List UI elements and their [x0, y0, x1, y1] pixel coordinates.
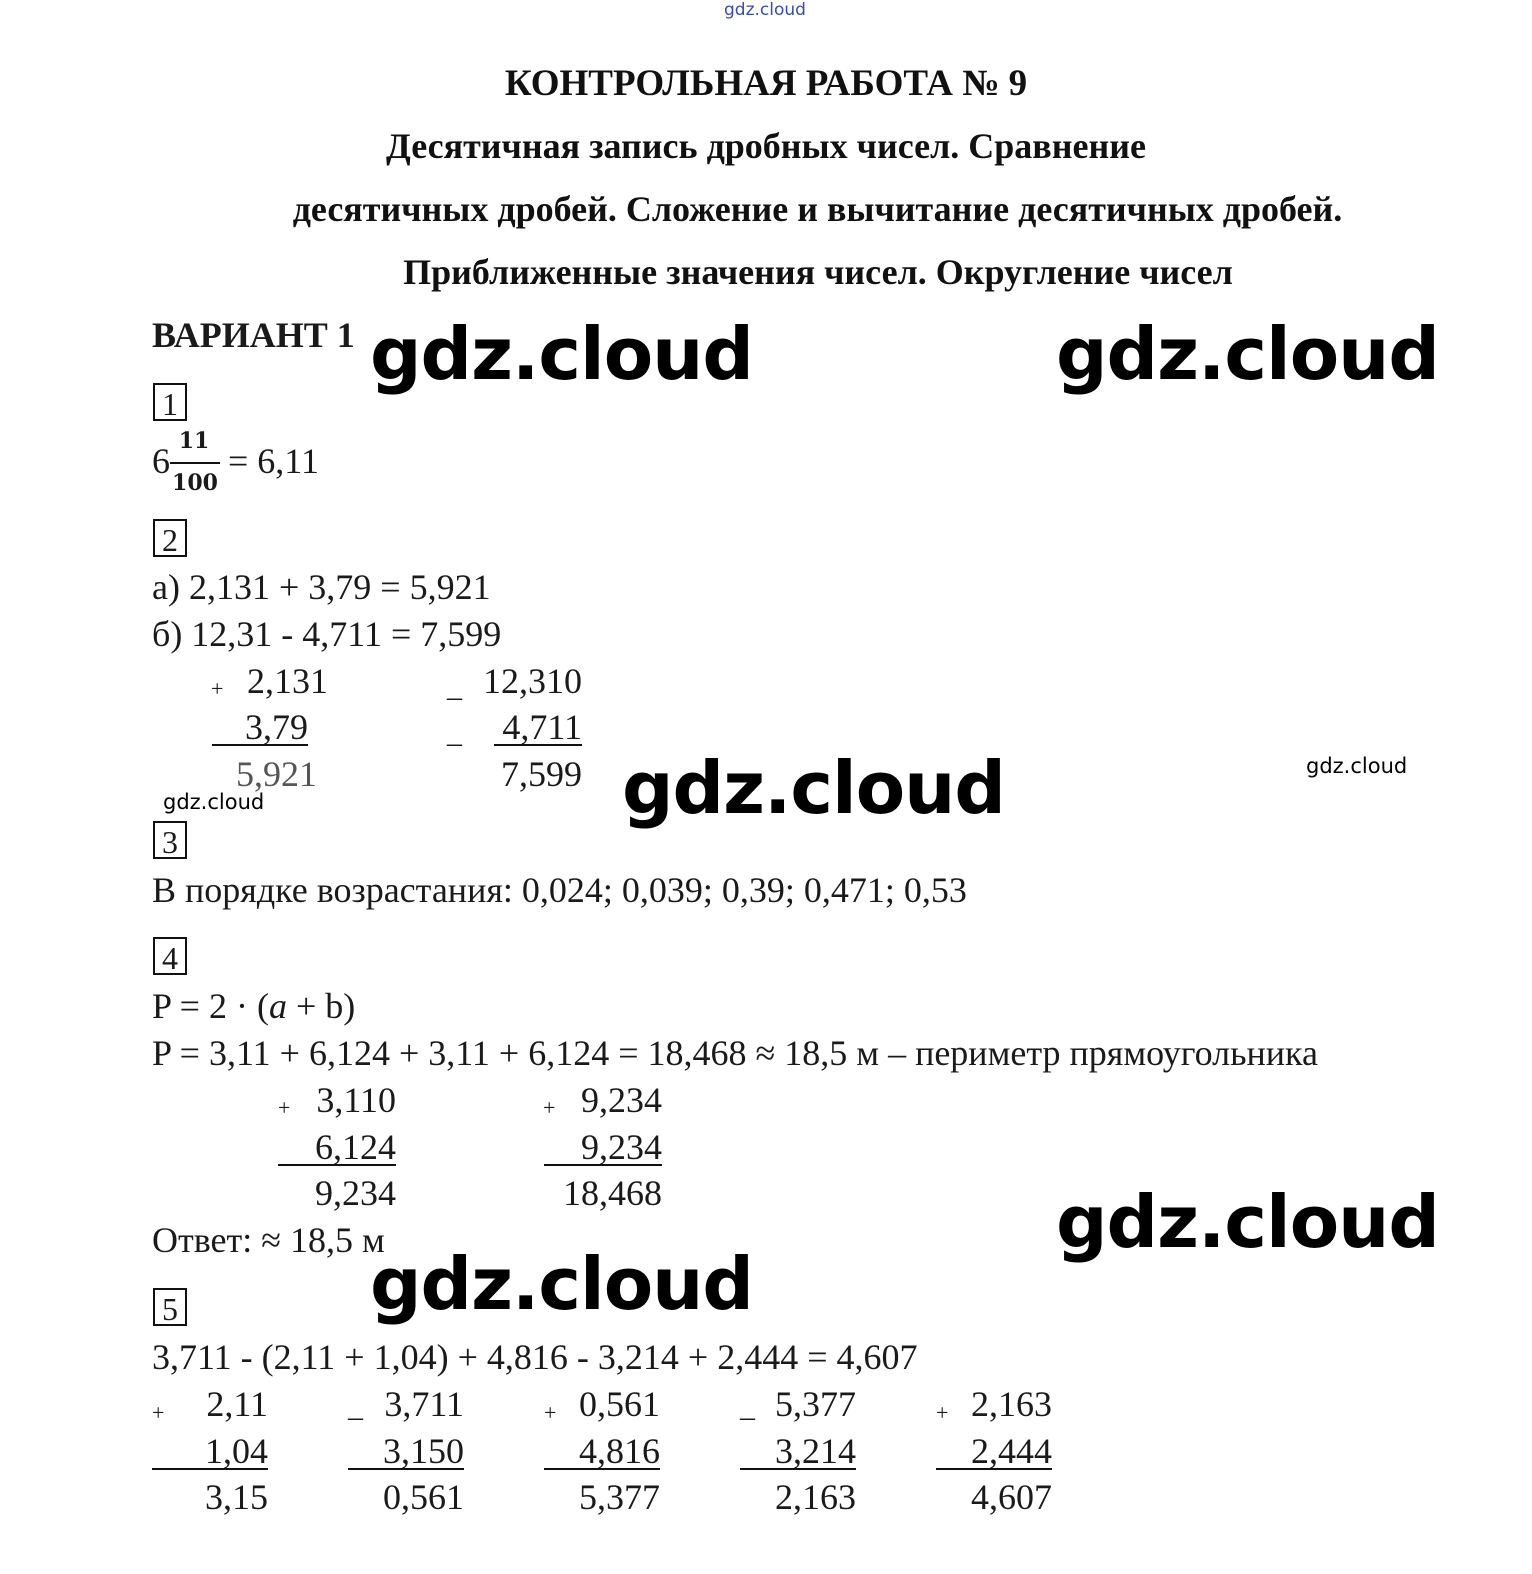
- task-3-number: 3: [153, 821, 187, 859]
- task-5-col-3-line: [544, 1468, 660, 1470]
- task-5-col-2-bottom: 3,150: [383, 1431, 464, 1471]
- task-1-denominator: 100: [172, 470, 218, 496]
- task-5-col-2-op: _: [348, 1390, 363, 1423]
- task-2-col-2-op-2: _: [447, 716, 462, 749]
- page-title: КОНТРОЛЬНАЯ РАБОТА № 9: [504, 63, 1028, 104]
- task-2-col-2-line: [494, 744, 582, 746]
- task-1-result: = 6,11: [228, 441, 319, 481]
- watermark-big-3: gdz.cloud: [622, 746, 1005, 830]
- task-5-col-1-top: 2,11: [206, 1384, 268, 1424]
- task-2-line-b: б) 12,31 - 4,711 = 7,599: [152, 614, 502, 654]
- subtitle-line-2: десятичных дробей. Сложение и вычитание десятичных дробей.: [292, 189, 1343, 229]
- task-5-col-5-line: [936, 1468, 1052, 1470]
- watermark-big-4: gdz.cloud: [1056, 1180, 1439, 1264]
- task-4-line-2: P = 3,11 + 6,124 + 3,11 + 6,124 = 18,468 ≈ 18,5 м – периметр прямоугольника: [152, 1033, 1318, 1073]
- watermark-big-1: gdz.cloud: [370, 312, 753, 396]
- task-2-line-a: а) 2,131 + 3,79 = 5,921: [152, 567, 491, 607]
- task-5-col-4-top: 5,377: [775, 1384, 856, 1424]
- task-1-whole: 6: [152, 441, 170, 481]
- task-2-col-1-bottom: 3,79: [245, 707, 308, 747]
- task-5-col-2-result: 0,561: [383, 1477, 464, 1517]
- task-4-col-2-top: 9,234: [581, 1080, 662, 1120]
- task-5-col-2-line: [348, 1468, 464, 1470]
- task-5-number: 5: [153, 1288, 187, 1326]
- task-4-col-1-op: +: [278, 1095, 291, 1120]
- task-2-col-1-op: +: [211, 676, 224, 701]
- task-2-col-2-result: 7,599: [501, 754, 582, 794]
- task-2-col-2-bottom: 4,711: [502, 707, 582, 747]
- task-2-number: 2: [153, 519, 187, 557]
- task-4-formula: [152, 985, 355, 1027]
- task-5-col-5-top: 2,163: [971, 1384, 1052, 1424]
- task-4-col-1-line: [278, 1164, 396, 1166]
- task-5-col-2-top: 3,711: [384, 1384, 464, 1424]
- task-1-numerator: 11: [178, 428, 210, 454]
- task-5-col-3-result: 5,377: [579, 1477, 660, 1517]
- task-2-col-1-line: [212, 744, 308, 746]
- task-5-col-1-result: 3,15: [205, 1477, 268, 1517]
- task-1-fraction-bar: [170, 462, 220, 464]
- task-5-col-4-bottom: 3,214: [775, 1431, 856, 1471]
- task-4-formula-a: a: [268, 986, 287, 1026]
- task-4-col-2-bottom: 9,234: [581, 1127, 662, 1167]
- task-4-col-1-result: 9,234: [315, 1173, 396, 1213]
- task-4-col-1-bottom: 6,124: [315, 1127, 396, 1167]
- subtitle-line-1: Десятичная запись дробных чисел. Сравнение: [386, 126, 1146, 166]
- task-5-col-4-op: _: [740, 1390, 755, 1423]
- task-2-col-2-top: 12,310: [483, 661, 582, 701]
- task-4-formula-p: P = 2 · (: [152, 986, 269, 1026]
- task-4-col-2-line: [544, 1164, 662, 1166]
- task-4-col-2-result: 18,468: [563, 1173, 662, 1213]
- task-2-col-2-op: _: [447, 670, 462, 703]
- task-5-col-5-bottom: 2,444: [971, 1431, 1052, 1471]
- task-5-col-3-top: 0,561: [579, 1384, 660, 1424]
- task-5-col-3-op: +: [544, 1400, 557, 1425]
- task-4-number: 4: [153, 937, 187, 975]
- task-4-col-1-top: 3,110: [316, 1080, 396, 1120]
- task-5-col-3-bottom: 4,816: [579, 1431, 660, 1471]
- task-4-col-2-op: +: [543, 1095, 556, 1120]
- task-5-col-1-op: +: [152, 1400, 165, 1425]
- task-2-col-1-result: 5,921: [236, 754, 317, 794]
- task-4-formula-rest: + b): [286, 986, 356, 1026]
- task-5-col-4-result: 2,163: [775, 1477, 856, 1517]
- watermark-small-2: gdz.cloud: [163, 790, 265, 814]
- task-2-col-1-top: 2,131: [247, 661, 328, 701]
- task-5-col-5-result: 4,607: [971, 1477, 1052, 1517]
- task-3-line: В порядке возрастания: 0,024; 0,039; 0,39; 0,471; 0,53: [152, 870, 967, 910]
- task-5-col-1-bottom: 1,04: [205, 1431, 268, 1471]
- variant-label: ВАРИАНТ 1: [152, 315, 355, 355]
- task-5-line: 3,711 - (2,11 + 1,04) + 4,816 - 3,214 + 2,444 = 4,607: [152, 1337, 918, 1377]
- task-1-number: 1: [153, 383, 187, 421]
- task-5-col-1-line: [152, 1468, 268, 1470]
- task-4-answer: Ответ: ≈ 18,5 м: [152, 1220, 385, 1260]
- watermark-top: gdz.cloud: [724, 0, 806, 20]
- task-5-col-4-line: [740, 1468, 856, 1470]
- task-5-col-5-op: +: [936, 1400, 949, 1425]
- watermark-small-1: gdz.cloud: [1306, 754, 1408, 778]
- subtitle-line-3: Приближенные значения чисел. Округление чисел: [403, 252, 1233, 292]
- watermark-big-5: gdz.cloud: [370, 1242, 753, 1326]
- watermark-big-2: gdz.cloud: [1056, 312, 1439, 396]
